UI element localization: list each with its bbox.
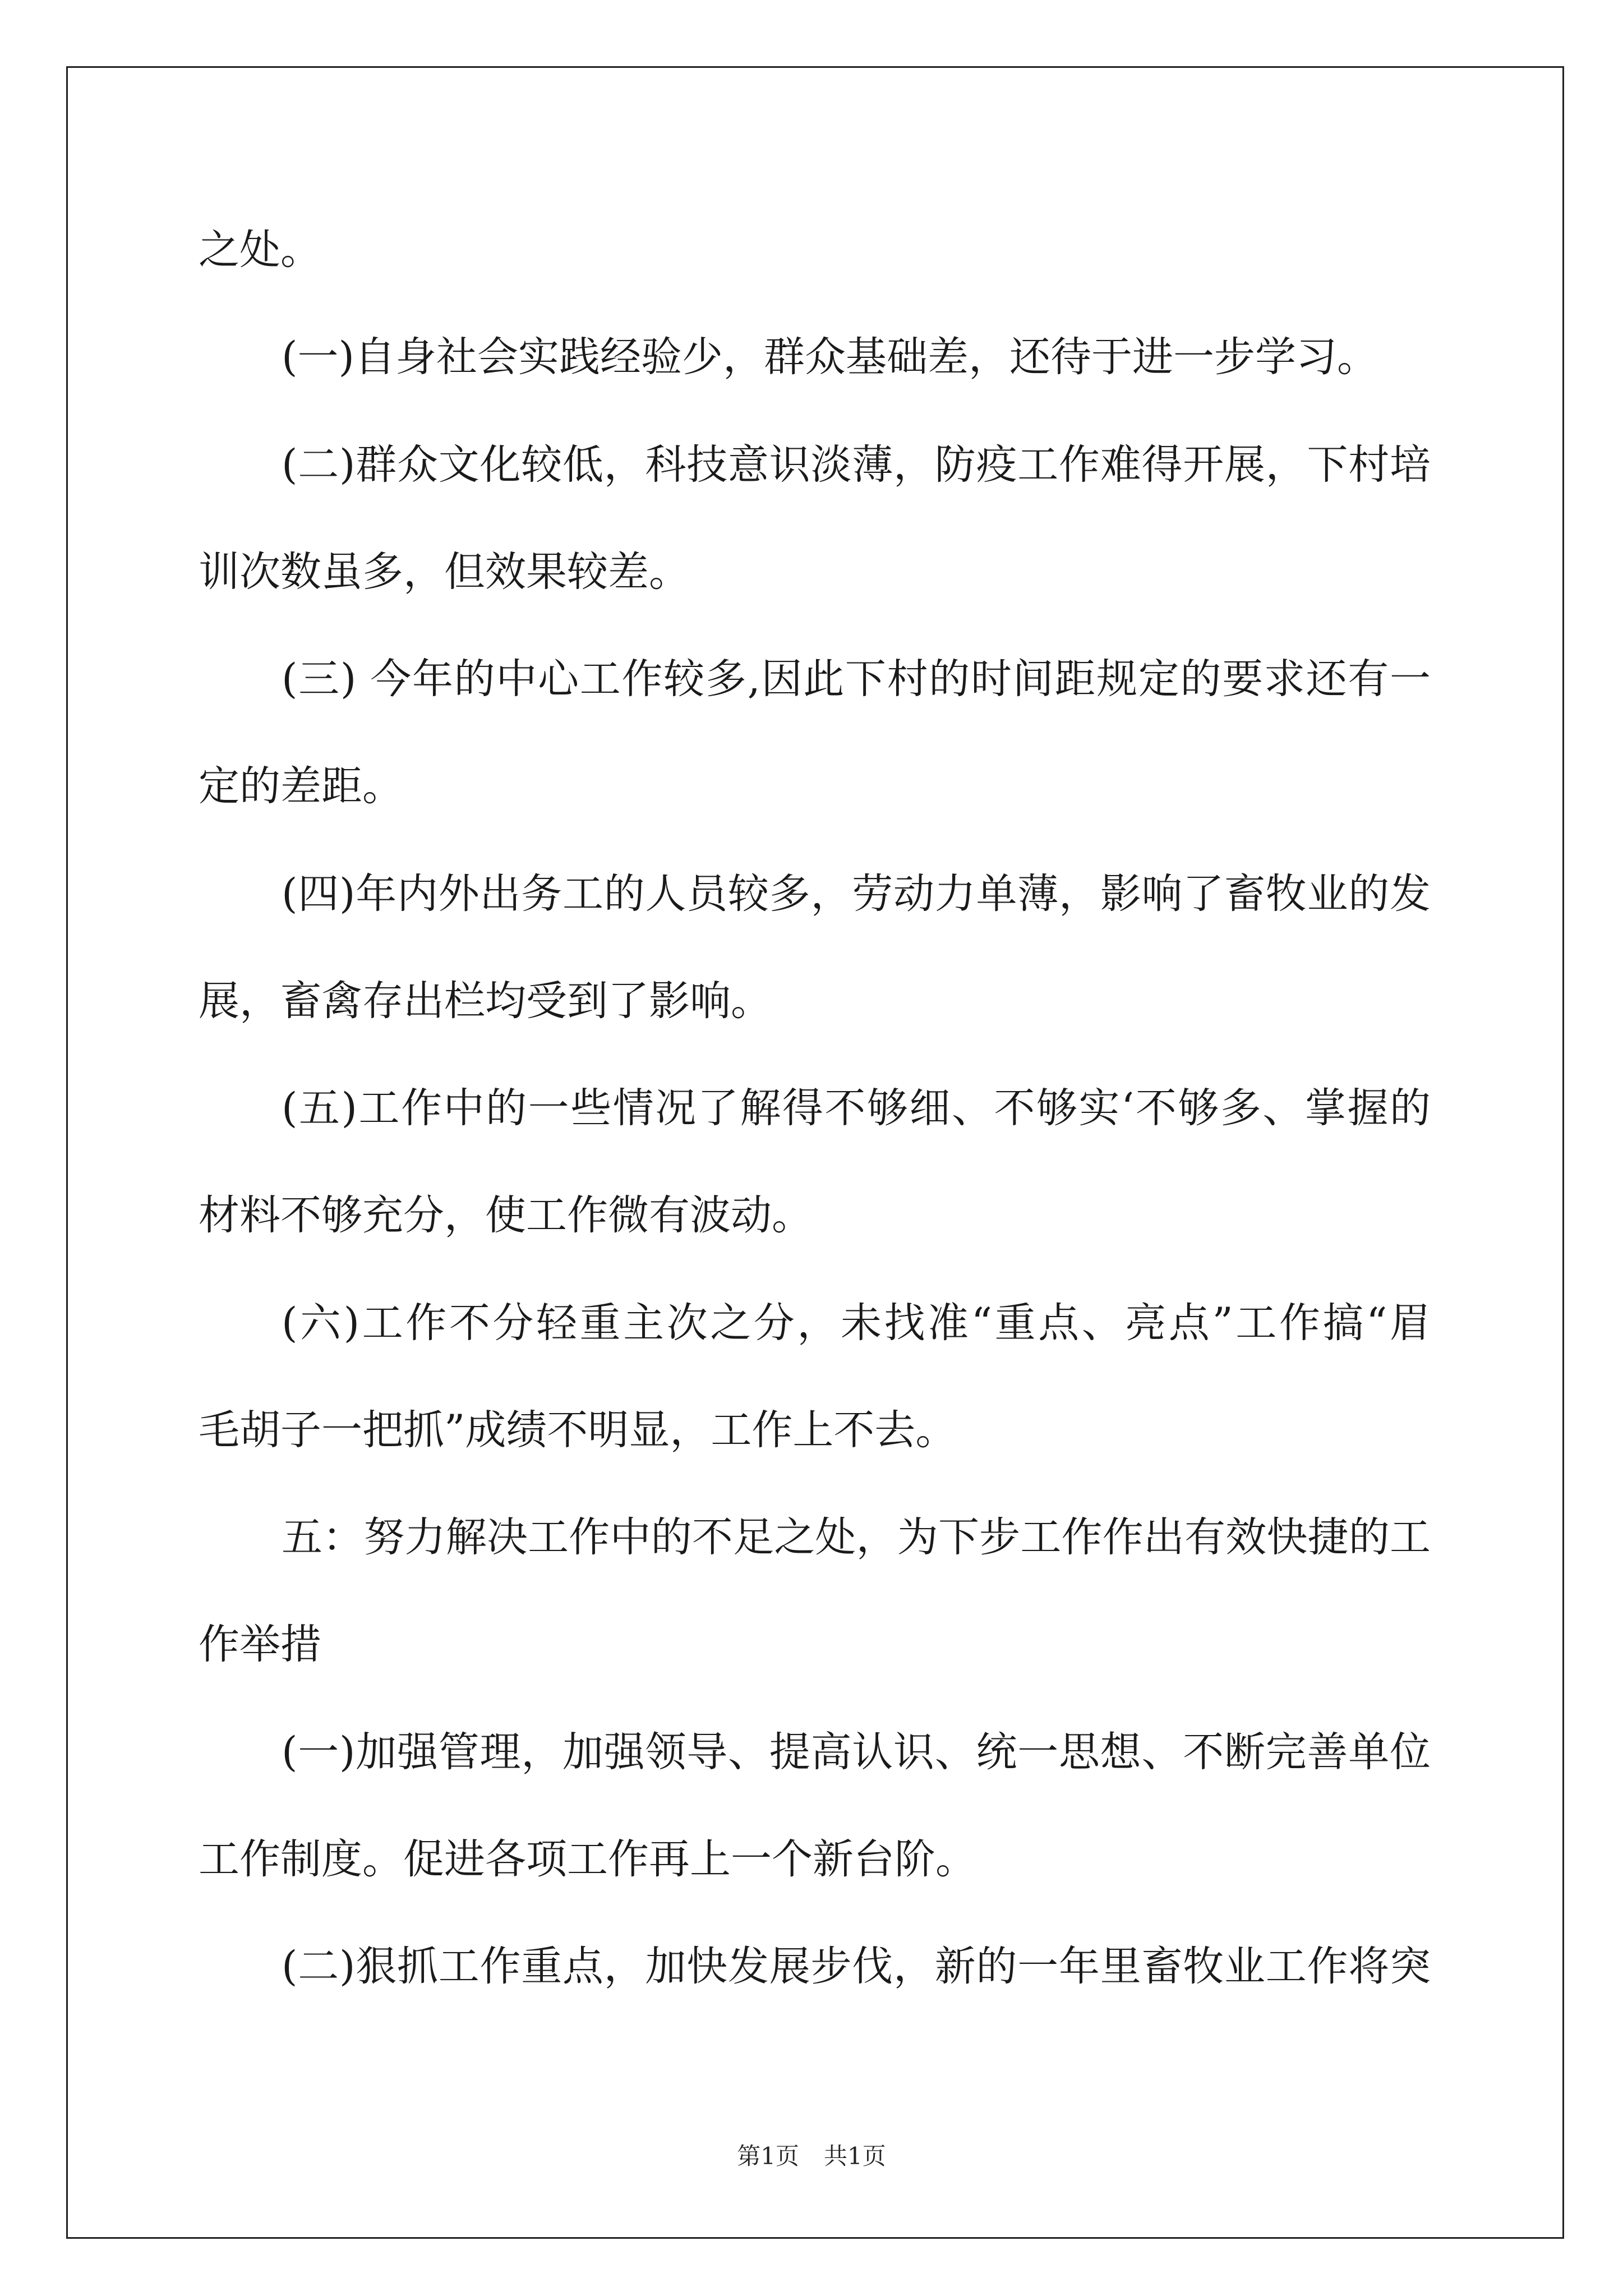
text-line: (四)年内外出务工的人员较多，劳动力单薄，影响了畜牧业的发: [282, 869, 1431, 918]
text-line: (六)工作不分轻重主次之分，未找准“重点、亮点”工作搞“眉: [282, 1299, 1431, 1347]
text-line: (一)加强管理，加强领导、提高认识、统一思想、不断完善单位: [282, 1728, 1431, 1776]
text-line: 毛胡子一把抓”成绩不明显，工作上不去。: [199, 1406, 957, 1454]
text-line: 材料不够充分，使工作微有波动。: [199, 1191, 813, 1240]
document-body: [199, 196, 1431, 2020]
text-line: 展，畜禽存出栏均受到了影响。: [199, 977, 772, 1025]
text-line: (三) 今年的中心工作较多,因此下村的时间距规定的要求还有一: [282, 655, 1431, 703]
section-heading-line: 作举措: [199, 1621, 321, 1669]
text-line: 训次数虽多，但效果较差。: [199, 547, 690, 596]
text-line: (二)狠抓工作重点，加快发展步伐，新的一年里畜牧业工作将突: [282, 1943, 1431, 1990]
text-line: (一)自身社会实践经验少，群众基础差，还待于进一步学习。: [282, 333, 1378, 381]
text-line: 工作制度。促进各项工作再上一个新台阶。: [199, 1835, 976, 1883]
page-total: 共1页: [824, 2142, 886, 2170]
page-footer: [0, 2142, 1623, 2171]
text-line: 之处。: [199, 226, 321, 274]
text-line: 定的差距。: [199, 762, 403, 811]
text-line: (二)群众文化较低，科技意识淡薄，防疫工作难得开展，下村培: [282, 440, 1431, 489]
text-line: (五)工作中的一些情况了解得不够细、不够实‘不够多、掌握的: [282, 1084, 1431, 1132]
section-heading-line: 五：努力解决工作中的不足之处，为下步工作作出有效快捷的工: [282, 1513, 1431, 1561]
page-number: 第1页: [737, 2142, 799, 2170]
